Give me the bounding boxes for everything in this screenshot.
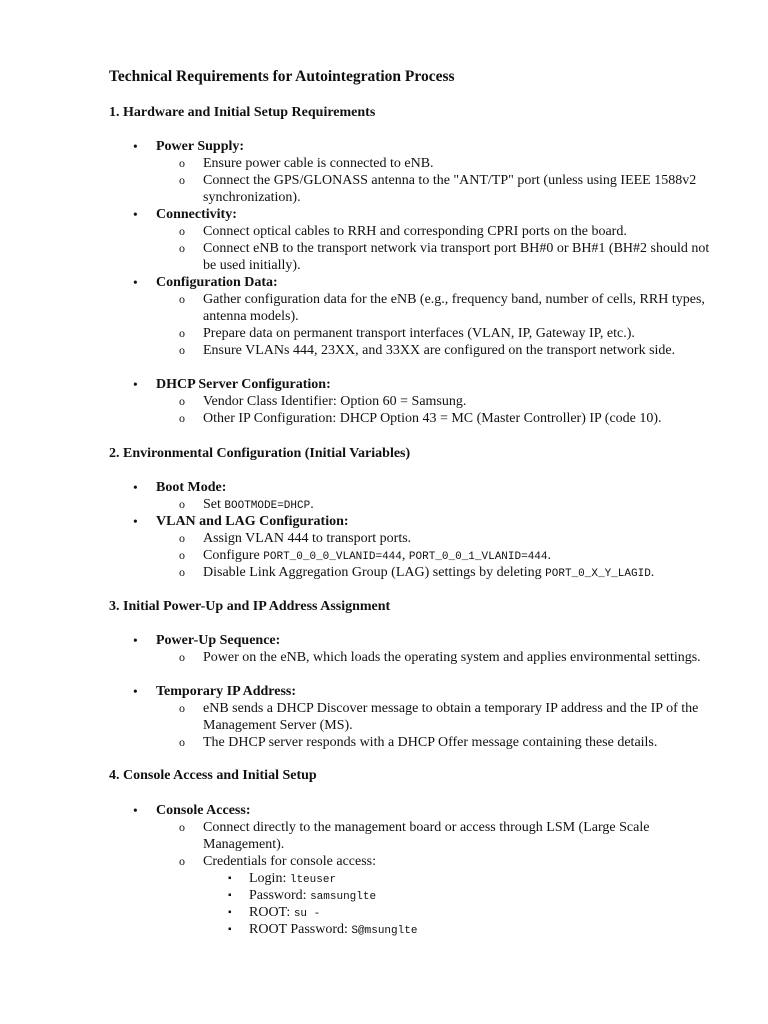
circle-marker: o — [179, 565, 185, 579]
item-title-temporary-ip: Temporary IP Address: — [156, 684, 297, 699]
section-heading-4: 4. Console Access and Initial Setup — [109, 768, 317, 783]
circle-marker: o — [179, 735, 185, 749]
credential-label: Login: — [249, 871, 290, 886]
item-title-boot-mode: Boot Mode: — [156, 480, 227, 495]
credential-value: samsunglte — [310, 891, 377, 903]
list-item: The DHCP server responds with a DHCP Offer message containing these details. — [203, 735, 658, 750]
bullet-marker: • — [133, 803, 138, 818]
item-title-power-supply: Power Supply: — [156, 139, 245, 154]
item-title-dhcp-server: DHCP Server Configuration: — [156, 377, 331, 392]
square-marker: ▪ — [228, 873, 232, 884]
text-fragment: . — [650, 565, 655, 580]
list-item: Gather configuration data for the eNB (e.g., frequency band, number of cells, RRH types, antenna models). — [203, 292, 705, 324]
code-port-000: PORT_0_0_0_VLANID=444 — [263, 551, 402, 563]
list-item: Connect eNB to the transport network via transport port BH#0 or BH#1 (BH#2 should not be used initially). — [203, 241, 710, 273]
credential-value: S@msunglte — [351, 925, 418, 937]
list-item: Ensure VLANs 444, 23XX, and 33XX are configured on the transport network side. — [203, 343, 676, 358]
bullet-marker: • — [133, 514, 138, 529]
item-title-configuration-data: Configuration Data: — [156, 275, 278, 290]
list-item: Assign VLAN 444 to transport ports. — [203, 531, 412, 546]
circle-marker: o — [179, 292, 185, 306]
list-item: Other IP Configuration: DHCP Option 43 = MC (Master Controller) IP (code 10). — [203, 411, 662, 426]
list-item: Power on the eNB, which loads the operating system and applies environmental settings. — [203, 650, 701, 665]
code-bootmode: BOOTMODE=DHCP — [224, 500, 311, 512]
bullet-marker: • — [133, 207, 138, 222]
text-fragment: , — [401, 548, 409, 563]
list-item: Vendor Class Identifier: Option 60 = Samsung. — [203, 394, 467, 409]
section-heading-2: 2. Environmental Configuration (Initial Variables) — [109, 446, 411, 461]
list-item: eNB sends a DHCP Discover message to obtain a temporary IP address and the IP of the Management Server (MS). — [203, 701, 699, 733]
item-title-console-access: Console Access: — [156, 803, 251, 818]
text-fragment: Configure — [203, 548, 264, 563]
list-item: Credentials for console access: — [203, 854, 376, 869]
item-title-vlan-lag: VLAN and LAG Configuration: — [156, 514, 349, 529]
circle-marker: o — [179, 156, 185, 170]
item-title-connectivity: Connectivity: — [156, 207, 237, 222]
circle-marker: o — [179, 224, 185, 238]
credential-label: ROOT: — [249, 905, 294, 920]
circle-marker: o — [179, 173, 185, 187]
circle-marker: o — [179, 820, 185, 834]
section-heading-3: 3. Initial Power-Up and IP Address Assignment — [109, 599, 391, 614]
code-lagid: PORT_0_X_Y_LAGID — [545, 568, 651, 580]
credential-root-password — [249, 921, 417, 940]
list-item: Prepare data on permanent transport interfaces (VLAN, IP, Gateway IP, etc.). — [203, 326, 635, 341]
circle-marker: o — [179, 241, 185, 255]
circle-marker: o — [179, 854, 185, 868]
text-fragment: Set — [203, 497, 225, 512]
bullet-marker: • — [133, 633, 138, 648]
list-item: Ensure power cable is connected to eNB. — [203, 156, 434, 171]
circle-marker: o — [179, 548, 185, 562]
item-title-power-up-sequence: Power-Up Sequence: — [156, 633, 281, 648]
circle-marker: o — [179, 326, 185, 340]
credential-value: su - — [293, 908, 321, 920]
circle-marker: o — [179, 411, 185, 425]
code-port-001: PORT_0_0_1_VLANID=444 — [408, 551, 548, 563]
bullet-marker: • — [133, 684, 138, 699]
credential-value: lteuser — [289, 874, 337, 886]
text-fragment: . — [310, 497, 314, 512]
circle-marker: o — [179, 497, 185, 511]
square-marker: ▪ — [228, 924, 232, 935]
credential-label: Password: — [249, 888, 311, 903]
document-title: Technical Requirements for Autointegration Process — [109, 68, 455, 85]
circle-marker: o — [179, 394, 185, 408]
circle-marker: o — [179, 701, 185, 715]
bullet-marker: • — [133, 139, 138, 154]
square-marker: ▪ — [228, 890, 232, 901]
list-item: Connect optical cables to RRH and corresponding CPRI ports on the board. — [203, 224, 627, 239]
list-item: Connect the GPS/GLONASS antenna to the "ANT/TP" port (unless using IEEE 1588v2 synchronization). — [203, 173, 697, 205]
circle-marker: o — [179, 531, 185, 545]
list-item — [203, 564, 723, 583]
text-fragment: . — [547, 548, 552, 563]
bullet-marker: • — [133, 275, 138, 290]
circle-marker: o — [179, 650, 185, 664]
text-fragment: Disable Link Aggregation Group (LAG) settings by deleting — [203, 565, 546, 580]
bullet-marker: • — [133, 480, 138, 495]
list-item: Connect directly to the management board or access through LSM (Large Scale Management). — [203, 820, 650, 852]
section-heading-1: 1. Hardware and Initial Setup Requirements — [109, 105, 376, 120]
circle-marker: o — [179, 343, 185, 357]
bullet-marker: • — [133, 377, 138, 392]
credential-label: ROOT Password: — [249, 922, 352, 937]
square-marker: ▪ — [228, 907, 232, 918]
